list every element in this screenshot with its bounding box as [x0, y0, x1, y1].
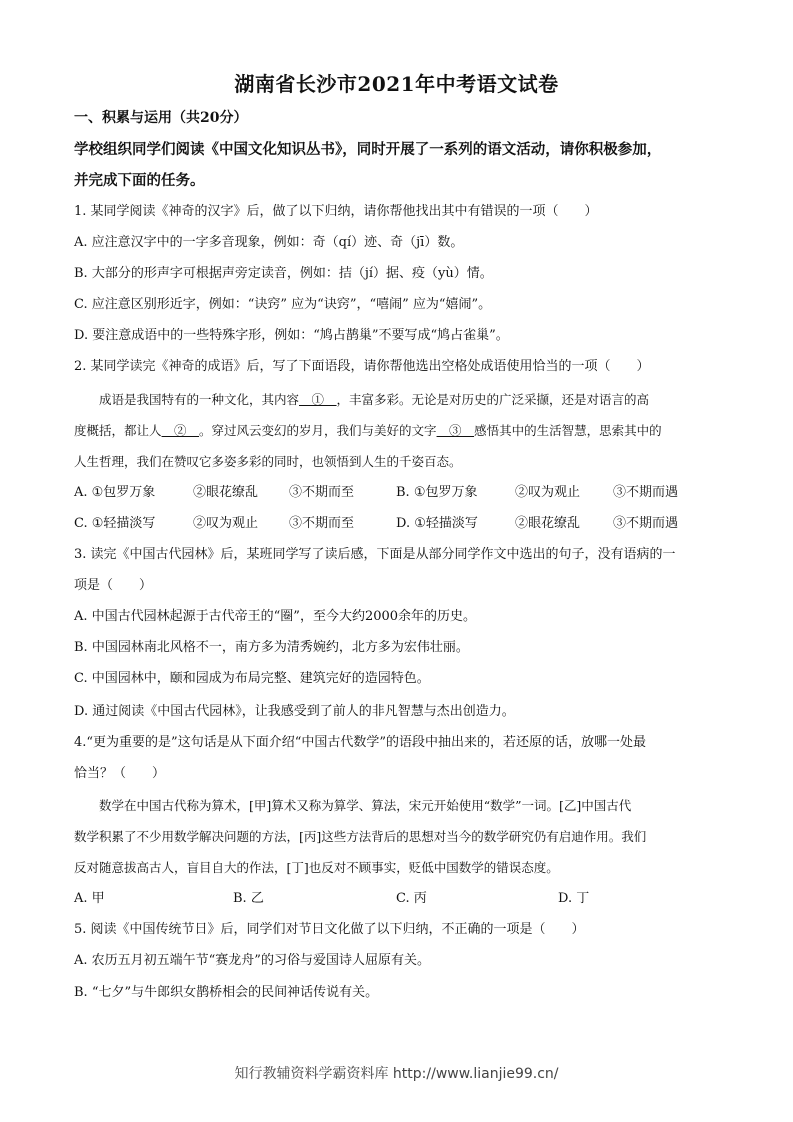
q2-option-c-2: ②叹为观止 — [193, 516, 259, 531]
q2-passage-text: 成语是我国特有的一种文化，其内容 — [74, 392, 300, 407]
q4-stem-line-1: 4.“更为重要的是”这句话是从下面介绍“中国古代数学”的语段中抽出来的，若还原的话，放哪一处最 — [74, 735, 646, 750]
q2-stem: 2. 某同学读完《神奇的成语》后，写了下面语段，请你帮他选出空格处成语使用恰当的一项（ ） — [74, 359, 650, 374]
q5-stem: 5. 阅读《中国传统节日》后，同学们对节日文化做了以下归纳，不正确的一项是（ ） — [74, 922, 585, 937]
q2-option-d-2: ②眼花缭乱 — [515, 516, 581, 531]
q2-option-b-3: ③不期而遇 — [613, 485, 679, 500]
section-heading: 一、积累与运用（共20分） — [74, 110, 248, 126]
q2-passage-text: 感悟其中的生活智慧，思索其中的 — [474, 423, 662, 438]
q4-option-a: A. 甲 — [74, 891, 105, 906]
q5-option-b: B. “七夕”与牛郎织女鹊桥相会的民间神话传说有关。 — [74, 985, 379, 1000]
q1-option-b: B. 大部分的形声字可根据声旁定读音，例如：拮（jí）据、疫（yù）情。 — [74, 266, 493, 281]
q4-option-d: D. 丁 — [558, 891, 590, 906]
q4-passage-line-3: 反对随意拔高古人，盲目自大的作法，[丁]也反对不顾事实，贬低中国数学的错误态度。 — [74, 860, 559, 875]
blank-2: ② — [161, 423, 200, 438]
q3-option-d: D. 通过阅读《中国古代园林》，让我感受到了前人的非凡智慧与杰出创造力。 — [74, 704, 515, 719]
q4-option-c: C. 丙 — [396, 891, 427, 906]
q1-option-d: D. 要注意成语中的一些特殊字形，例如：“鸠占鹊巢”不要写成“鸠占雀巢”。 — [74, 328, 509, 343]
q2-passage-line-2 — [74, 422, 662, 440]
q2-passage-line-1 — [74, 391, 649, 409]
q3-option-b: B. 中国园林南北风格不一，南方多为清秀婉约，北方多为宏伟壮丽。 — [74, 640, 469, 655]
blank-3: ③ — [436, 423, 475, 438]
q2-option-a-3: ③不期而至 — [289, 485, 355, 500]
q3-option-c: C. 中国园林中，颐和园成为布局完整、建筑完好的造园特色。 — [74, 671, 430, 686]
blank-1: ① — [299, 392, 337, 407]
q2-option-d-1: D. ①轻描淡写 — [396, 516, 478, 531]
q3-option-a: A. 中国古代园林起源于古代帝王的“圈”，至今大约2000余年的历史。 — [74, 609, 477, 624]
q2-passage-text: ，丰富多彩。无论是对历史的广泛采撷，还是对语言的高 — [336, 392, 650, 407]
q2-passage-text: 度概括，都让人 — [74, 423, 162, 438]
q2-option-c-3: ③不期而至 — [289, 516, 355, 531]
q2-option-b-1: B. ①包罗万象 — [396, 485, 478, 500]
q2-option-b-2: ②叹为观止 — [515, 485, 581, 500]
page-title: 湖南省长沙市2021年中考语文试卷 — [234, 72, 559, 96]
q2-option-c-1: C. ①轻描淡写 — [74, 516, 156, 531]
q4-option-b: B. 乙 — [233, 891, 264, 906]
q3-stem-line-1: 3. 读完《中国古代园林》后，某班同学写了读后感，下面是从部分同学作文中选出的句子，没有语病的一 — [74, 547, 676, 562]
task-intro-line-1: 学校组织同学们阅读《中国文化知识丛书》，同时开展了一系列的语文活动，请你积极参加， — [74, 141, 662, 158]
q2-option-a-1: A. ①包罗万象 — [74, 485, 156, 500]
q2-passage-line-3: 人生哲理，我们在赞叹它多姿多彩的同时，也领悟到人生的千姿百态。 — [74, 454, 462, 469]
q1-option-c: C. 应注意区别形近字，例如：“诀窍” 应为“诀窍”，“嘻闹” 应为“嬉闹”。 — [74, 297, 492, 312]
q1-stem: 1. 某同学阅读《神奇的汉字》后，做了以下归纳，请你帮他找出其中有错误的一项（ ） — [74, 204, 598, 219]
q5-option-a: A. 农历五月初五端午节“赛龙舟”的习俗与爱国诗人屈原有关。 — [74, 953, 430, 968]
q4-passage-line-2: 数学积累了不少用数学解决问题的方法，[丙]这些方法背后的思想对当今的数学研究仍有启迪作用。我们 — [74, 829, 647, 844]
q2-passage-text: 。穿过风云变幻的岁月，我们与美好的文字 — [199, 423, 437, 438]
q2-option-a-2: ②眼花缭乱 — [193, 485, 259, 500]
q2-option-d-3: ③不期而遇 — [613, 516, 679, 531]
q3-stem-line-2: 项是（ ） — [74, 578, 153, 593]
q4-passage-line-1: 数学在中国古代称为算术，[甲]算术又称为算学、算法，宋元开始使用“数学”一词。[乙]中国古代 — [74, 798, 632, 813]
q1-option-a: A. 应注意汉字中的一字多音现象，例如：奇（qí）迹、奇（jī）数。 — [74, 235, 464, 250]
q4-stem-line-2: 恰当？（ ） — [74, 766, 166, 781]
footer-watermark: 知行教辅资料学霸资料库 http://www.lianjie99.cn/ — [234, 1066, 559, 1082]
task-intro-line-2: 并完成下面的任务。 — [74, 172, 205, 189]
